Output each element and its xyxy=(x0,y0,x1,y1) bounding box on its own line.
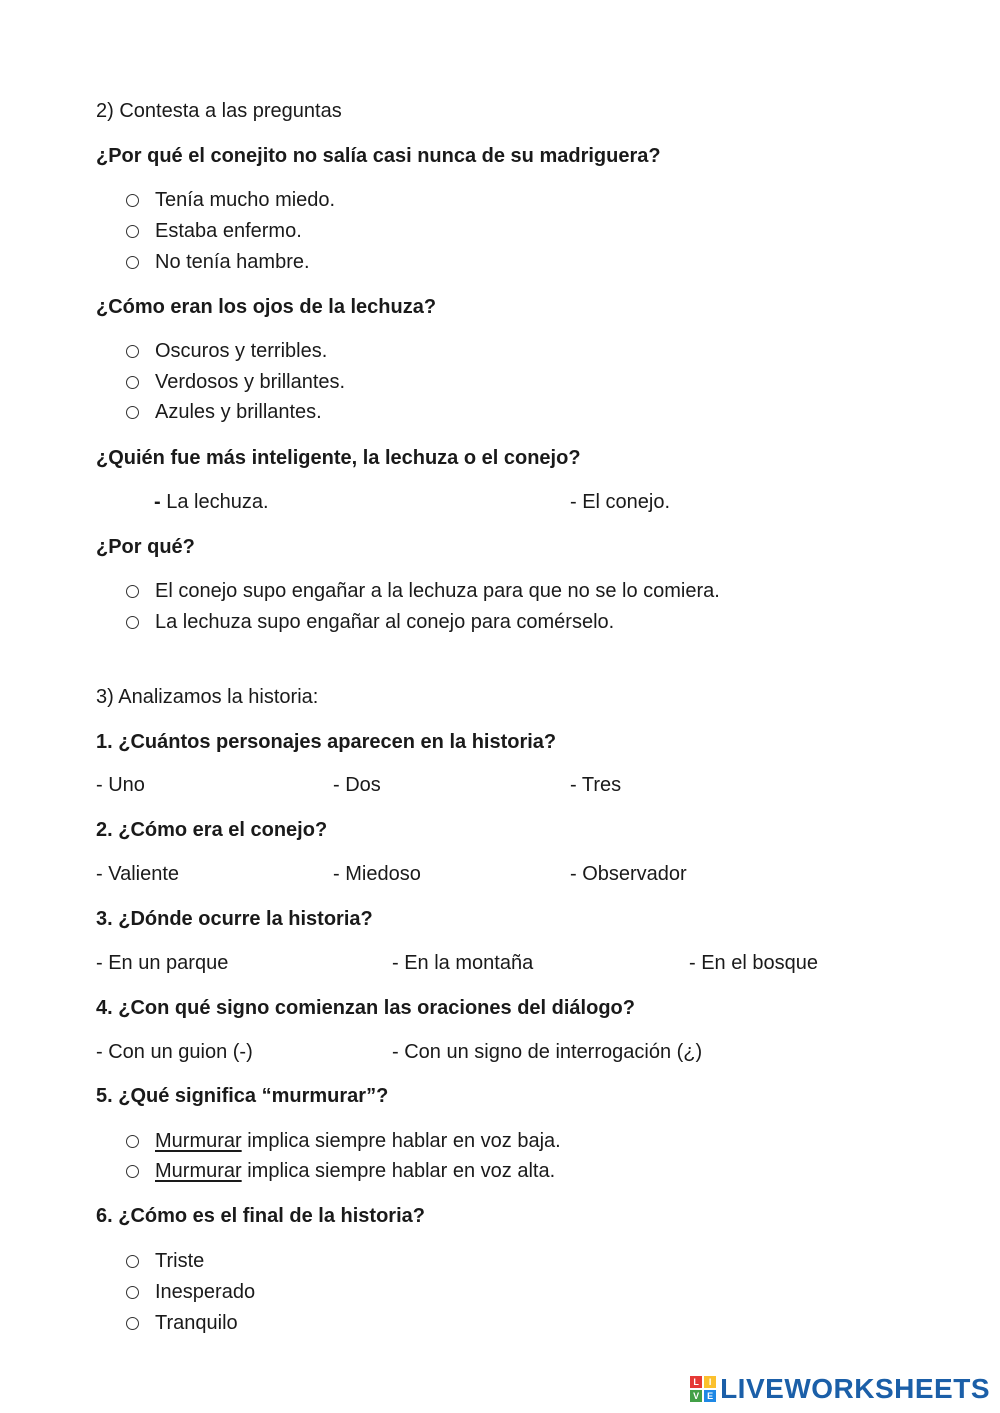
answer-option[interactable]: - Dos xyxy=(333,774,381,796)
answer-option[interactable]: Murmurar implica siempre hablar en voz baja. xyxy=(126,1129,561,1153)
answer-option[interactable]: Inesperado xyxy=(126,1280,255,1304)
section-2-title: 2) Contesta a las preguntas xyxy=(96,100,342,122)
answer-option[interactable]: Oscuros y terribles. xyxy=(126,339,327,363)
radio-circle-icon[interactable] xyxy=(126,1255,139,1268)
answer-option[interactable]: Azules y brillantes. xyxy=(126,400,322,424)
liveworksheets-logo xyxy=(690,1373,990,1405)
answer-option[interactable]: - En el bosque xyxy=(689,952,818,974)
radio-circle-icon[interactable] xyxy=(126,1317,139,1330)
radio-circle-icon[interactable] xyxy=(126,585,139,598)
question-5: 5. ¿Qué significa “murmurar”? xyxy=(96,1085,389,1107)
radio-circle-icon[interactable] xyxy=(126,376,139,389)
question-4: 4. ¿Con qué signo comienzan las oraciones del diálogo? xyxy=(96,997,635,1019)
answer-option[interactable]: Murmurar implica siempre hablar en voz alta. xyxy=(126,1159,555,1183)
answer-option[interactable]: - Observador xyxy=(570,863,687,885)
answer-option[interactable]: - Con un signo de interrogación (¿) xyxy=(392,1041,703,1063)
question-4: ¿Por qué? xyxy=(96,536,195,558)
radio-circle-icon[interactable] xyxy=(126,406,139,419)
answer-option[interactable]: Verdosos y brillantes. xyxy=(126,370,345,394)
radio-circle-icon[interactable] xyxy=(126,345,139,358)
section-3-title: 3) Analizamos la historia: xyxy=(96,686,319,708)
answer-option[interactable]: El conejo supo engañar a la lechuza para que no se lo comiera. xyxy=(126,579,720,603)
answer-option[interactable]: - El conejo. xyxy=(570,491,671,513)
answer-option[interactable]: - Miedoso xyxy=(333,863,421,885)
answer-option[interactable]: Tenía mucho miedo. xyxy=(126,188,335,212)
answer-option[interactable]: - La lechuza. xyxy=(154,491,269,513)
question-6: 6. ¿Cómo es el final de la historia? xyxy=(96,1205,425,1227)
radio-circle-icon[interactable] xyxy=(126,256,139,269)
answer-option[interactable]: - En un parque xyxy=(96,952,229,974)
answer-option[interactable]: Estaba enfermo. xyxy=(126,219,302,243)
question-2: ¿Cómo eran los ojos de la lechuza? xyxy=(96,296,437,318)
question-1: 1. ¿Cuántos personajes aparecen en la historia? xyxy=(96,731,557,753)
answer-option[interactable]: - Valiente xyxy=(96,863,180,885)
question-3: ¿Quién fue más inteligente, la lechuza o el conejo? xyxy=(96,447,581,469)
answer-option[interactable]: Tranquilo xyxy=(126,1311,238,1335)
logo-text: LIVEWORKSHEETS xyxy=(720,1373,990,1404)
logo-badge-icon: L I V E xyxy=(690,1376,716,1402)
question-2: 2. ¿Cómo era el conejo? xyxy=(96,819,328,841)
answer-option[interactable]: No tenía hambre. xyxy=(126,250,310,274)
radio-circle-icon[interactable] xyxy=(126,225,139,238)
radio-circle-icon[interactable] xyxy=(126,1286,139,1299)
answer-option[interactable]: La lechuza supo engañar al conejo para comérselo. xyxy=(126,610,614,634)
answer-option[interactable]: - Uno xyxy=(96,774,145,796)
answer-option[interactable]: - Tres xyxy=(570,774,622,796)
radio-circle-icon[interactable] xyxy=(126,1165,139,1178)
radio-circle-icon[interactable] xyxy=(126,194,139,207)
question-3: 3. ¿Dónde ocurre la historia? xyxy=(96,908,373,930)
answer-option[interactable]: Triste xyxy=(126,1249,204,1273)
answer-option[interactable]: - En la montaña xyxy=(392,952,534,974)
answer-option[interactable]: - Con un guion (-) xyxy=(96,1041,253,1063)
radio-circle-icon[interactable] xyxy=(126,616,139,629)
radio-circle-icon[interactable] xyxy=(126,1135,139,1148)
question-1: ¿Por qué el conejito no salía casi nunca de su madriguera? xyxy=(96,145,661,167)
